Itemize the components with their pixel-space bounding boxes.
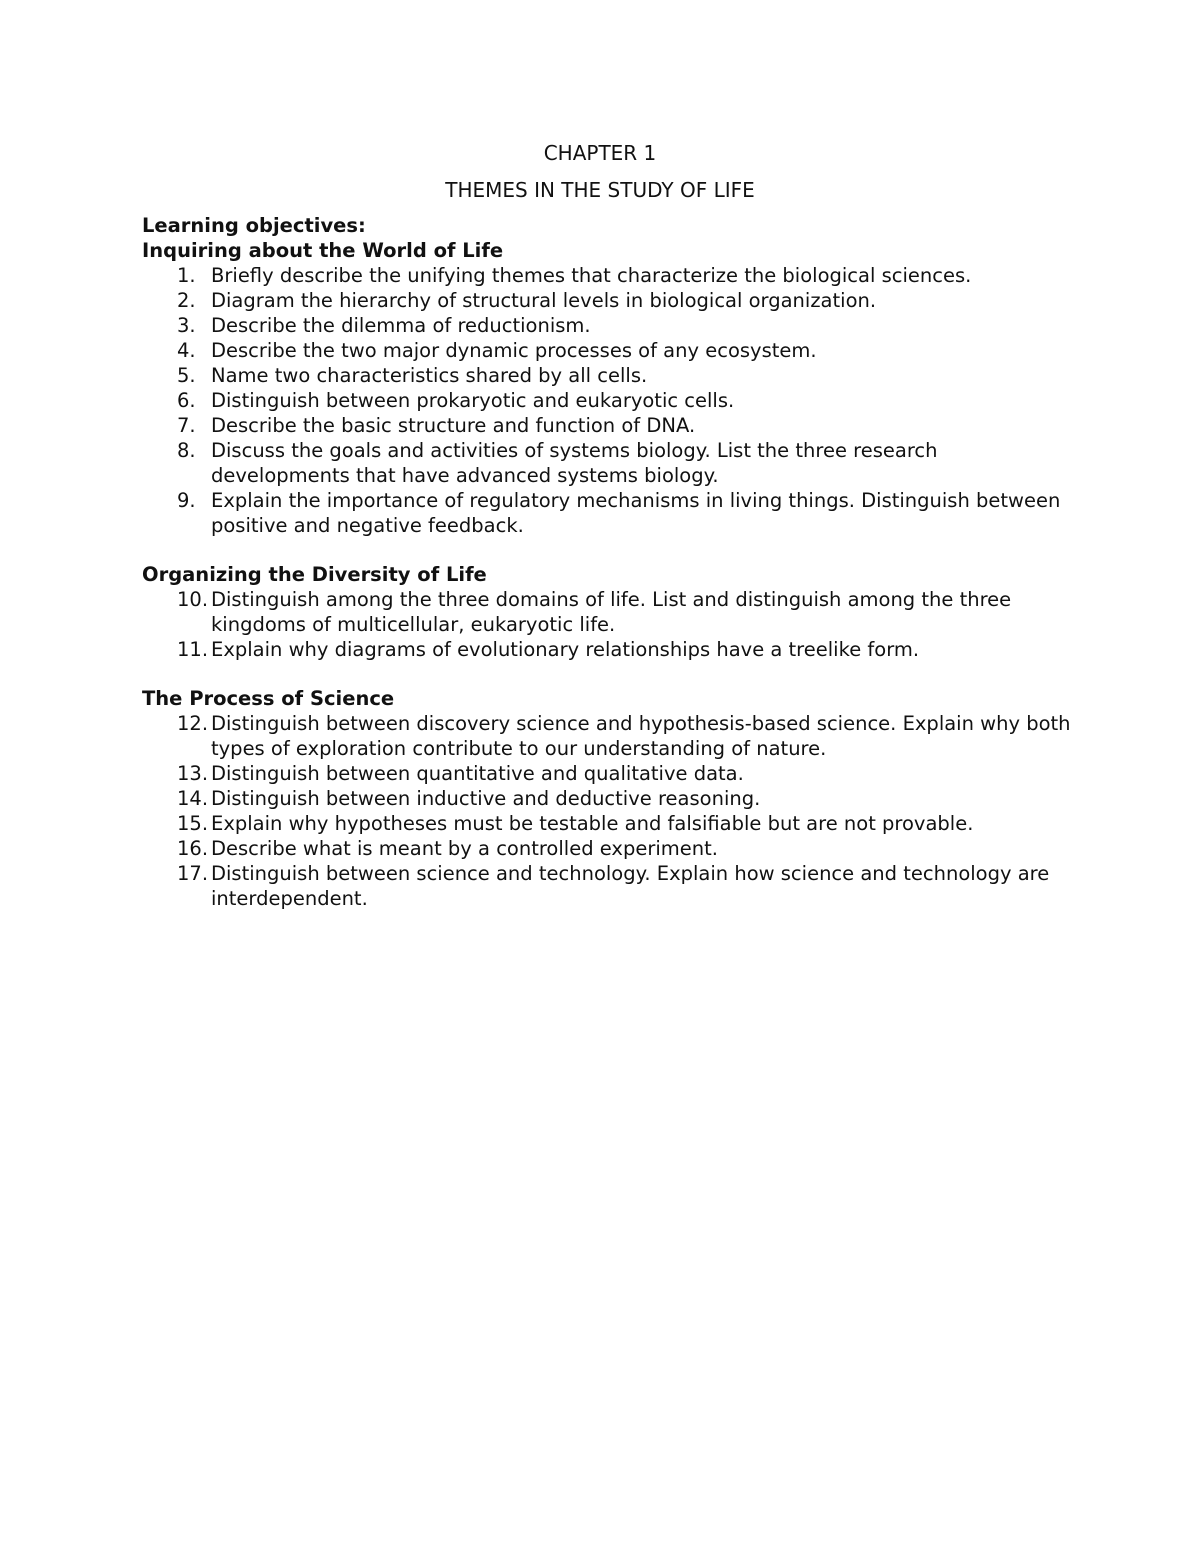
- item-text: Distinguish between discovery science and hypothesis-based science. Explain why both types of exploration contribute to our understanding of nature.: [211, 712, 1071, 760]
- list-item: [142, 438, 1082, 488]
- list-item: [142, 388, 1082, 413]
- item-text: Explain the importance of regulatory mechanisms in living things. Distinguish between positive and negative feedback.: [211, 489, 1061, 537]
- section-inquiring: [142, 238, 1082, 538]
- item-text: Diagram the hierarchy of structural levels in biological organization.: [211, 289, 877, 312]
- list-item: [142, 836, 1082, 861]
- list-item: [142, 363, 1082, 388]
- learning-objectives-label: Learning objectives:: [142, 214, 366, 237]
- item-text: Describe the basic structure and function of DNA.: [211, 414, 696, 437]
- chapter-title: THEMES IN THE STUDY OF LIFE: [445, 178, 755, 202]
- item-number: 12.: [177, 712, 209, 735]
- item-text: Explain why hypotheses must be testable and falsifiable but are not provable.: [211, 812, 974, 835]
- list-item: [142, 263, 1082, 288]
- item-number: 10.: [177, 588, 209, 611]
- item-number: 9.: [177, 489, 196, 512]
- objective-list: [142, 711, 1082, 911]
- section-heading: The Process of Science: [142, 687, 395, 710]
- item-number: 16.: [177, 837, 209, 860]
- list-item: [142, 288, 1082, 313]
- item-text: Discuss the goals and activities of systems biology. List the three research developments that have advanced systems biology.: [211, 439, 938, 487]
- objectives-content: [142, 213, 1082, 911]
- item-text: Describe the dilemma of reductionism.: [211, 314, 591, 337]
- list-item: [142, 711, 1082, 761]
- item-text: Name two characteristics shared by all cells.: [211, 364, 648, 387]
- item-text: Explain why diagrams of evolutionary relationships have a treelike form.: [211, 638, 920, 661]
- item-number: 11.: [177, 638, 209, 661]
- item-text: Briefly describe the unifying themes that characterize the biological sciences.: [211, 264, 972, 287]
- item-number: 13.: [177, 762, 209, 785]
- list-item: [142, 786, 1082, 811]
- item-text: Distinguish between inductive and deductive reasoning.: [211, 787, 761, 810]
- item-number: 8.: [177, 439, 196, 462]
- item-text: Describe the two major dynamic processes of any ecosystem.: [211, 339, 817, 362]
- item-number: 1.: [177, 264, 196, 287]
- list-item: [142, 861, 1082, 911]
- item-number: 3.: [177, 314, 196, 337]
- list-item: [142, 338, 1082, 363]
- section-spacer: [142, 662, 1082, 686]
- item-number: 5.: [177, 364, 196, 387]
- list-item: [142, 811, 1082, 836]
- item-number: 15.: [177, 812, 209, 835]
- item-text: Distinguish between quantitative and qualitative data.: [211, 762, 744, 785]
- list-item: [142, 413, 1082, 438]
- item-text: Describe what is meant by a controlled experiment.: [211, 837, 718, 860]
- item-number: 7.: [177, 414, 196, 437]
- section-organizing: [142, 562, 1082, 662]
- section-process: [142, 686, 1082, 911]
- item-text: Distinguish among the three domains of life. List and distinguish among the three kingdoms of multicellular, eukaryotic life.: [211, 588, 1012, 636]
- objective-list: [142, 263, 1082, 538]
- list-item: [142, 637, 1082, 662]
- list-item: [142, 587, 1082, 637]
- list-item: [142, 761, 1082, 786]
- section-heading: Organizing the Diversity of Life: [142, 563, 487, 586]
- item-number: 4.: [177, 339, 196, 362]
- item-text: Distinguish between science and technology. Explain how science and technology are interdependent.: [211, 862, 1050, 910]
- section-spacer: [142, 538, 1082, 562]
- section-heading: Inquiring about the World of Life: [142, 239, 504, 262]
- item-number: 2.: [177, 289, 196, 312]
- item-number: 6.: [177, 389, 196, 412]
- chapter-number: CHAPTER 1: [543, 141, 657, 165]
- list-item: [142, 313, 1082, 338]
- item-number: 17.: [177, 862, 209, 885]
- objective-list: [142, 587, 1082, 662]
- item-number: 14.: [177, 787, 209, 810]
- list-item: [142, 488, 1082, 538]
- item-text: Distinguish between prokaryotic and eukaryotic cells.: [211, 389, 735, 412]
